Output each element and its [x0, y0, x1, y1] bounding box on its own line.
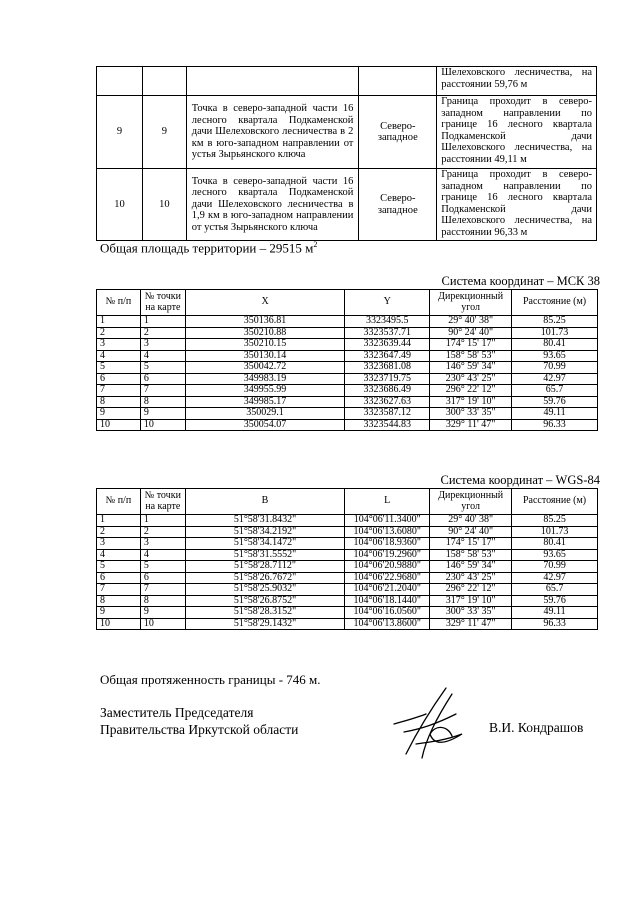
table-cell: 51°58'31.5552": [185, 549, 345, 561]
table-cell: 3323639.44: [345, 339, 430, 351]
table-cell: 3323495.5: [345, 316, 430, 328]
table-cell: 59.76: [512, 396, 598, 408]
table-cell: 3323544.83: [345, 419, 430, 431]
table-cell: 2: [97, 327, 141, 339]
header-cell: № п/п: [97, 489, 141, 515]
table-cell: 300° 33' 35": [430, 408, 512, 420]
table-cell: 8: [140, 396, 185, 408]
msk-coordinates-table: [96, 289, 598, 431]
table-cell: 300° 33' 35": [430, 607, 512, 619]
handwritten-signature: [386, 684, 470, 762]
table-row: [97, 67, 597, 96]
table-cell: 10: [140, 419, 185, 431]
table-cell: 101.73: [512, 526, 598, 538]
table-cell: 146° 59' 34": [430, 561, 512, 573]
point-number: 9: [142, 96, 186, 169]
point-number: [142, 67, 186, 96]
total-area: [100, 240, 317, 256]
table-cell: 104°06'21.2040": [345, 584, 430, 596]
table-row: [97, 526, 598, 538]
table-cell: 7: [97, 385, 141, 397]
table-cell: 51°58'26.7672": [185, 572, 345, 584]
table-cell: 29° 40' 38": [430, 515, 512, 527]
wgs-coordinates-table: [96, 488, 598, 630]
table-cell: 3323537.71: [345, 327, 430, 339]
signatory-position: [100, 704, 298, 738]
header-cell: № точки на карте: [140, 290, 185, 316]
boundary-description: Граница проходит в северо-западном направлении по границе 16 лесного квартала Подкаменской дачи Шелеховского лесничества, на расстоянии 96,33 м: [437, 169, 597, 241]
table-cell: 3: [97, 538, 141, 550]
table-cell: 317° 19' 10": [430, 396, 512, 408]
table-cell: 51°58'25.9032": [185, 584, 345, 596]
table-cell: 93.65: [512, 549, 598, 561]
table-row: [97, 373, 598, 385]
table-cell: 349985.17: [185, 396, 345, 408]
table-row: [97, 538, 598, 550]
table-cell: 329° 11' 47": [430, 618, 512, 630]
table-cell: 9: [97, 408, 141, 420]
table-cell: 4: [97, 549, 141, 561]
table-cell: 104°06'13.8600": [345, 618, 430, 630]
table-cell: 7: [140, 385, 185, 397]
header-cell: L: [345, 489, 430, 515]
position-line: Правительства Иркутской области: [100, 722, 299, 737]
header-cell: Y: [345, 290, 430, 316]
table-cell: 3323686.49: [345, 385, 430, 397]
row-number: 9: [97, 96, 143, 169]
header-cell: Дирекционный угол: [430, 290, 512, 316]
table-cell: 90° 24' 40": [430, 327, 512, 339]
boundary-description: Шелеховского лесничества, на расстоянии 59,76 м: [437, 67, 597, 96]
table-cell: 1: [97, 316, 141, 328]
header-cell: X: [185, 290, 345, 316]
table-cell: 3323719.75: [345, 373, 430, 385]
table-row: [97, 350, 598, 362]
table-cell: 296° 22' 12": [430, 584, 512, 596]
table-cell: 6: [140, 572, 185, 584]
table-cell: 9: [140, 607, 185, 619]
table-cell: 65.7: [512, 584, 598, 596]
table-cell: 51°58'34.1472": [185, 538, 345, 550]
table-cell: 174° 15' 17": [430, 538, 512, 550]
table-cell: 1: [140, 316, 185, 328]
table-row: [97, 408, 598, 420]
table-cell: 8: [97, 396, 141, 408]
table-cell: 2: [140, 327, 185, 339]
total-area-text: Общая площадь территории – 29515 м: [100, 240, 314, 256]
table-cell: 42.97: [512, 373, 598, 385]
table-cell: 104°06'13.6080": [345, 526, 430, 538]
table-cell: 3: [140, 538, 185, 550]
table-cell: 70.99: [512, 362, 598, 374]
table-cell: 104°06'16.0560": [345, 607, 430, 619]
table-cell: 49.11: [512, 607, 598, 619]
table-cell: 158° 58' 53": [430, 350, 512, 362]
header-cell: Расстояние (м): [512, 290, 598, 316]
table-cell: 42.97: [512, 572, 598, 584]
table-cell: 9: [97, 607, 141, 619]
table-cell: 3: [140, 339, 185, 351]
table-cell: 96.33: [512, 618, 598, 630]
table-cell: 96.33: [512, 419, 598, 431]
table-cell: 350210.88: [185, 327, 345, 339]
boundary-description-table: [96, 66, 597, 241]
table-cell: 1: [97, 515, 141, 527]
table-cell: 5: [140, 362, 185, 374]
direction: [359, 67, 437, 96]
table-cell: 49.11: [512, 408, 598, 420]
signatory-name: В.И. Кондрашов: [489, 720, 584, 735]
table-cell: 3323681.08: [345, 362, 430, 374]
table-row: [97, 96, 597, 169]
direction: Северо-западное: [359, 169, 437, 241]
table-cell: 350029.1: [185, 408, 345, 420]
table-cell: 59.76: [512, 595, 598, 607]
table-cell: 7: [97, 584, 141, 596]
table-cell: 6: [140, 373, 185, 385]
table-row: [97, 572, 598, 584]
direction: Северо-западное: [359, 96, 437, 169]
table-cell: 2: [97, 526, 141, 538]
row-number: 10: [97, 169, 143, 241]
table-cell: 3323627.63: [345, 396, 430, 408]
table-cell: 51°58'29.1432": [185, 618, 345, 630]
table-row: [97, 419, 598, 431]
table-cell: 329° 11' 47": [430, 419, 512, 431]
area-unit-superscript: 2: [313, 240, 318, 249]
table-cell: 51°58'28.3152": [185, 607, 345, 619]
table-cell: 8: [140, 595, 185, 607]
table-row: [97, 327, 598, 339]
table-row: [97, 595, 598, 607]
header-cell: B: [185, 489, 345, 515]
point-description: Точка в северо-западной части 16 лесного квартала Подкаменской дачи Шелеховского лесничества в 2 км в юго-западном направлении от устья Зырьянского ключа: [186, 96, 359, 169]
table-cell: 350130.14: [185, 350, 345, 362]
total-boundary-length: Общая протяженность границы - 746 м.: [100, 672, 321, 687]
table-cell: 174° 15' 17": [430, 339, 512, 351]
table-cell: 350136.81: [185, 316, 345, 328]
msk-system-title: Система координат – МСК 38: [441, 274, 600, 288]
table-cell: 90° 24' 40": [430, 526, 512, 538]
table-cell: 8: [97, 595, 141, 607]
table-cell: 4: [140, 549, 185, 561]
table-row: [97, 584, 598, 596]
msk-table-body: [97, 316, 598, 431]
table-cell: 350210.15: [185, 339, 345, 351]
table-row: [97, 607, 598, 619]
table-cell: 350054.07: [185, 419, 345, 431]
table-cell: 5: [97, 362, 141, 374]
table-cell: 5: [97, 561, 141, 573]
table-cell: 10: [140, 618, 185, 630]
table-cell: 3: [97, 339, 141, 351]
table-cell: 3323587.12: [345, 408, 430, 420]
table-cell: 104°06'11.3400": [345, 515, 430, 527]
table-row: [97, 561, 598, 573]
table-cell: 1: [140, 515, 185, 527]
header-cell: Дирекционный угол: [430, 489, 512, 515]
table-cell: 3323647.49: [345, 350, 430, 362]
table-cell: 101.73: [512, 327, 598, 339]
table-cell: 5: [140, 561, 185, 573]
table-cell: 65.7: [512, 385, 598, 397]
table-cell: 51°58'34.2192": [185, 526, 345, 538]
table-header-row: [97, 290, 598, 316]
table-cell: 85.25: [512, 316, 598, 328]
table-cell: 158° 58' 53": [430, 549, 512, 561]
boundary-description: Граница проходит в северо-западном направлении по границе 16 лесного квартала Подкаменской дачи Шелеховского лесничества, на расстоянии 49,11 м: [437, 96, 597, 169]
table-row: [97, 396, 598, 408]
table-cell: 29° 40' 38": [430, 316, 512, 328]
table-cell: 2: [140, 526, 185, 538]
point-description: Точка в северо-западной части 16 лесного квартала Подкаменской дачи Шелеховского лесничества в 1,9 км в юго-западном направлении от устья Зырьянского ключа: [186, 169, 359, 241]
table-cell: 104°06'18.9360": [345, 538, 430, 550]
point-description: [186, 67, 359, 96]
table-cell: 230° 43' 25": [430, 572, 512, 584]
header-cell: № п/п: [97, 290, 141, 316]
table-cell: 296° 22' 12": [430, 385, 512, 397]
header-cell: № точки на карте: [140, 489, 185, 515]
table-cell: 9: [140, 408, 185, 420]
table-cell: 10: [97, 618, 141, 630]
header-cell: Расстояние (м): [512, 489, 598, 515]
table-row: [97, 316, 598, 328]
table-row: [97, 618, 598, 630]
table-cell: 80.41: [512, 538, 598, 550]
table-cell: 7: [140, 584, 185, 596]
table-cell: 230° 43' 25": [430, 373, 512, 385]
table-row: [97, 362, 598, 374]
table-cell: 10: [97, 419, 141, 431]
table-cell: 51°58'31.8432": [185, 515, 345, 527]
table-row: [97, 339, 598, 351]
table-cell: 85.25: [512, 515, 598, 527]
position-line: Заместитель Председателя: [100, 705, 254, 720]
table-cell: 4: [140, 350, 185, 362]
table-row: [97, 515, 598, 527]
table-cell: 349983.19: [185, 373, 345, 385]
table-row: [97, 385, 598, 397]
row-number: [97, 67, 143, 96]
wgs-system-title: Система координат – WGS-84: [440, 473, 600, 487]
table-cell: 317° 19' 10": [430, 595, 512, 607]
table-cell: 349955.99: [185, 385, 345, 397]
table-cell: 51°58'26.8752": [185, 595, 345, 607]
table-row: [97, 549, 598, 561]
table-cell: 104°06'22.9680": [345, 572, 430, 584]
point-number: 10: [142, 169, 186, 241]
table-cell: 350042.72: [185, 362, 345, 374]
table-cell: 104°06'20.9880": [345, 561, 430, 573]
table-cell: 6: [97, 373, 141, 385]
table-cell: 4: [97, 350, 141, 362]
table-cell: 146° 59' 34": [430, 362, 512, 374]
wgs-table-body: [97, 515, 598, 630]
table-header-row: [97, 489, 598, 515]
table-cell: 51°58'28.7112": [185, 561, 345, 573]
table-cell: 6: [97, 572, 141, 584]
table-cell: 93.65: [512, 350, 598, 362]
table-cell: 104°06'18.1440": [345, 595, 430, 607]
table-cell: 80.41: [512, 339, 598, 351]
table-cell: 104°06'19.2960": [345, 549, 430, 561]
table-cell: 70.99: [512, 561, 598, 573]
table-row: [97, 169, 597, 241]
